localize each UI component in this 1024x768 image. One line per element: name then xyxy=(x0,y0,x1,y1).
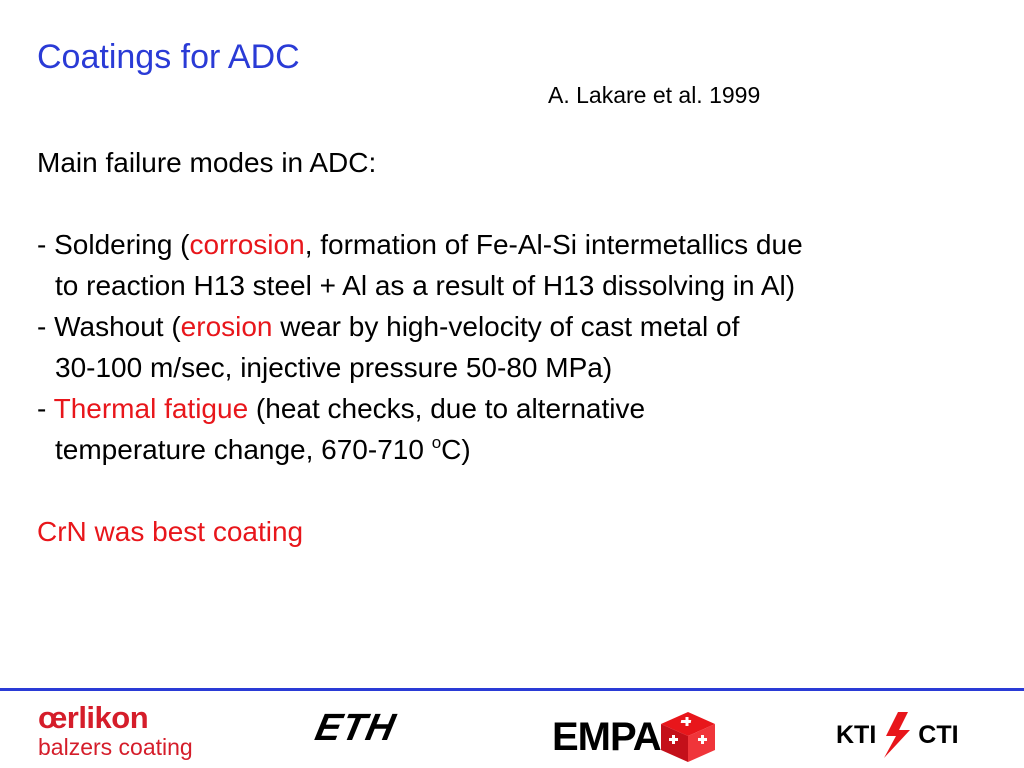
highlight-erosion: erosion xyxy=(180,311,273,342)
footer-divider xyxy=(0,688,1024,691)
failure-mode-washout-cont: 30-100 m/sec, injective pressure 50-80 MPa) xyxy=(55,352,613,383)
bullet-text: (heat checks, due to alternative xyxy=(248,393,646,424)
failure-mode-thermal-fatigue xyxy=(37,388,997,429)
oerlikon-logo xyxy=(38,702,193,760)
highlight-corrosion: corrosion xyxy=(189,229,305,260)
swiss-cube-icon xyxy=(657,710,719,764)
kti-cti-logo xyxy=(836,712,959,758)
oerlikon-brand: œrlikon xyxy=(38,700,149,735)
bullet-prefix: - Soldering ( xyxy=(37,229,190,260)
citation: A. Lakare et al. 1999 xyxy=(548,82,761,108)
failure-mode-washout xyxy=(37,306,997,347)
slide-title: Coatings for ADC xyxy=(37,38,300,76)
spacer xyxy=(37,183,997,224)
temperature-text: temperature change, 670-710 xyxy=(55,434,432,465)
empa-logo xyxy=(552,710,719,764)
temperature-unit: C) xyxy=(441,434,471,465)
kti-text: KTI xyxy=(836,721,877,749)
failure-mode-thermal-fatigue-cont xyxy=(37,429,997,470)
degree-superscript: o xyxy=(431,433,442,452)
bullet-prefix: - xyxy=(37,393,54,424)
lightning-bolt-icon xyxy=(878,712,916,758)
intro-text: Main failure modes in ADC: xyxy=(37,147,377,178)
empa-wordmark: EMPA xyxy=(552,715,661,759)
slide-body xyxy=(37,142,997,552)
failure-mode-soldering xyxy=(37,224,997,265)
oerlikon-subtitle: balzers coating xyxy=(38,734,193,760)
highlight-thermal-fatigue: Thermal fatigue xyxy=(53,393,249,424)
bullet-prefix: - Washout ( xyxy=(37,311,181,342)
conclusion-text: CrN was best coating xyxy=(37,516,304,547)
failure-mode-soldering-cont: to reaction H13 steel + Al as a result of H13 dissolving in Al) xyxy=(55,270,796,301)
cti-text: CTI xyxy=(918,721,959,749)
eth-logo: ETH xyxy=(311,707,400,749)
bullet-text: wear by high-velocity of cast metal of xyxy=(272,311,740,342)
spacer xyxy=(37,470,997,511)
bullet-text: , formation of Fe-Al-Si intermetallics due xyxy=(304,229,803,260)
